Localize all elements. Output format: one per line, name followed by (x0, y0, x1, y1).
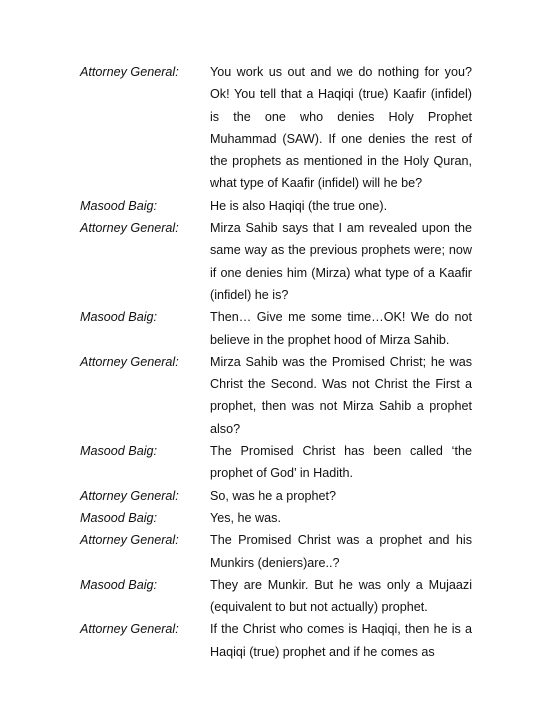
speaker-name: Attorney General (80, 622, 176, 637)
speaker-label: Masood Baig: (80, 510, 158, 525)
speech-text: Mirza Sahib says that I am revealed upon the same way as the previous prophets were; now if one denies him (Mirza) what type of a Kaafir (infidel) he is? (210, 221, 472, 302)
transcript-entry (80, 195, 472, 217)
speaker-name: Attorney General (80, 488, 176, 503)
transcript (80, 61, 472, 663)
transcript-entry (80, 351, 472, 440)
speech-text: You work us out and we do nothing for you? Ok! You tell that a Haqiqi (true) Kaafir (infidel) is the one who denies Holy Prophet Muhammad (SAW). If one denies the rest of the prophets as mentioned in the Holy Quran, what type of Kaafir (infidel) will he be? (210, 65, 472, 191)
speaker-name: Masood Baig (80, 577, 154, 592)
speech-text: Then… Give me some time…OK! We do not believe in the prophet hood of Mirza Sahib. (210, 310, 472, 347)
speech-text: Yes, he was. (210, 510, 281, 525)
speaker-name: Attorney General (80, 533, 176, 548)
speech-text: So, was he a prophet? (210, 488, 337, 503)
transcript-entry (80, 217, 472, 306)
speech-text: They are Munkir. But he was only a Mujaazi (equivalent to but not actually) prophet. (210, 577, 472, 615)
speaker-name: Masood Baig (80, 444, 154, 459)
transcript-entry (80, 507, 472, 529)
speaker-label: Attorney General: (80, 533, 179, 548)
speaker-label: Masood Baig: (80, 198, 158, 213)
speaker-label: Masood Baig: (80, 310, 158, 325)
transcript-entry (80, 574, 472, 619)
speaker-label: Attorney General: (80, 65, 179, 79)
speech-text: Mirza Sahib was the Promised Christ; he was Christ the Second. Was not Christ the First a prophet, then was not Mirza Sahib a prophet also? (210, 354, 472, 436)
transcript-entry (80, 306, 472, 351)
speaker-label: Attorney General: (80, 354, 179, 369)
speaker-label: Masood Baig: (80, 577, 158, 592)
speaker-name: Attorney General (80, 354, 176, 369)
speaker-label: Attorney General: (80, 622, 179, 637)
transcript-entry (80, 440, 472, 485)
speech-text: The Promised Christ was a prophet and his Munkirs (deniers)are..? (210, 533, 472, 570)
transcript-entry (80, 618, 472, 663)
speaker-label: Attorney General: (80, 221, 179, 236)
speaker-name: Masood Baig (80, 510, 154, 525)
speaker-label: Masood Baig: (80, 444, 158, 459)
speaker-name: Masood Baig (80, 310, 154, 325)
speaker-name: Masood Baig (80, 198, 154, 213)
speech-text: The Promised Christ has been called ‘the prophet of God’ in Hadith. (210, 444, 472, 481)
speaker-name: Attorney General (80, 65, 176, 79)
speaker-label: Attorney General: (80, 488, 179, 503)
transcript-entry (80, 61, 472, 195)
transcript-entry (80, 529, 472, 574)
speech-text: If the Christ who comes is Haqiqi, then he is a Haqiqi (true) prophet and if he comes as (210, 622, 472, 659)
speech-text: He is also Haqiqi (the true one). (210, 198, 388, 213)
transcript-entry (80, 485, 472, 507)
speaker-name: Attorney General (80, 221, 176, 236)
